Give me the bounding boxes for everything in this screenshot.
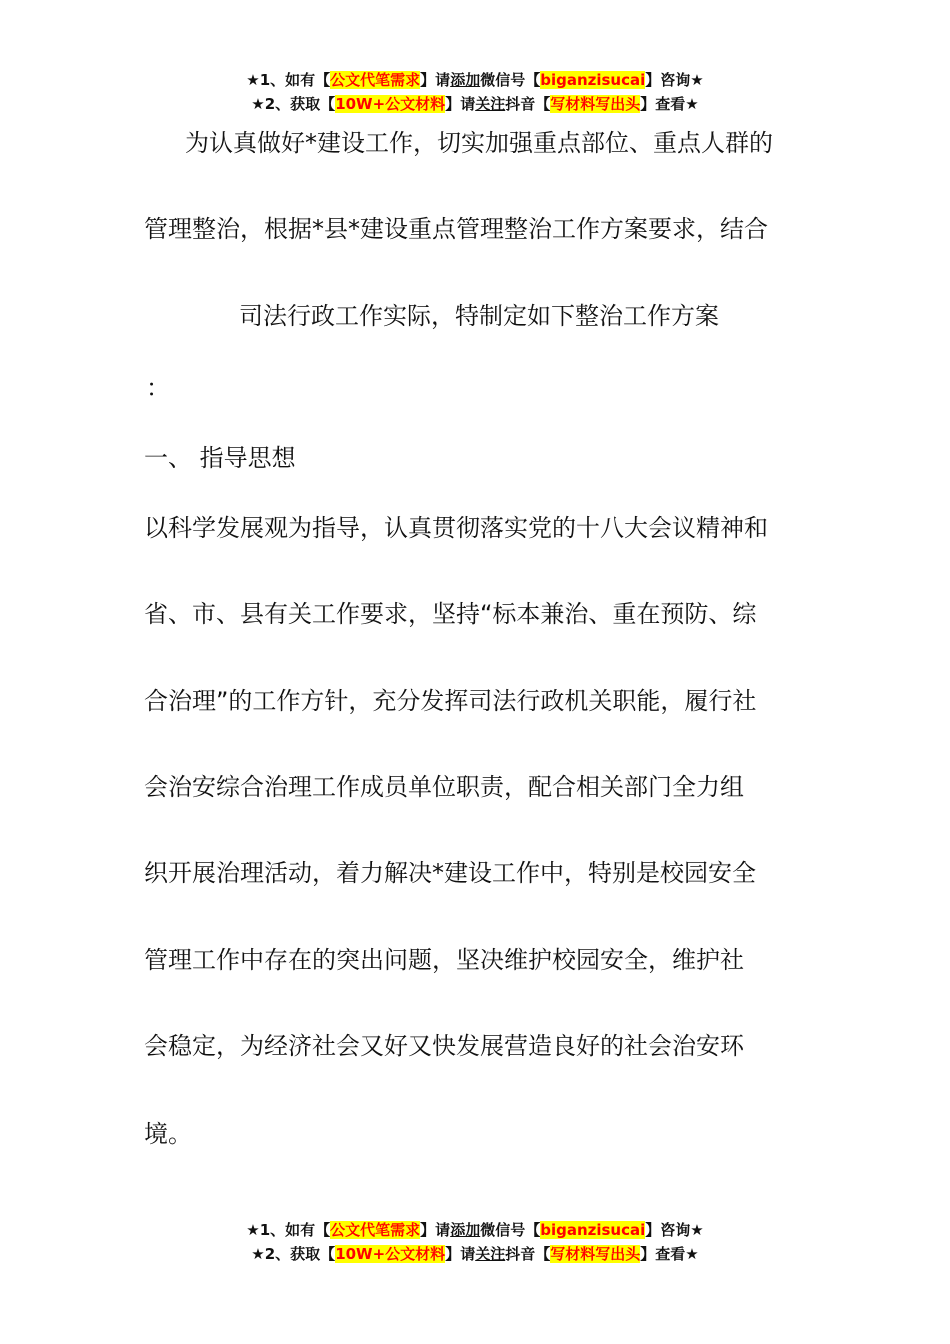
promo-line-2: ★2、获取【10W+公文材料】请关注抖音【写材料写出头】查看★ bbox=[251, 95, 699, 113]
highlight-service: 公文代笔需求 bbox=[330, 1221, 421, 1239]
section-heading: 一、 指导思想 bbox=[144, 444, 296, 472]
section-text-line-5: 织开展治理活动，着力解决*建设工作中，特别是校园安全 bbox=[144, 859, 756, 887]
highlight-wechat-id: biganzisucai bbox=[540, 1221, 646, 1239]
highlight-wechat-id: biganzisucai bbox=[540, 71, 646, 89]
section-text-line-2: 省、市、县有关工作要求，坚持“标本兼治、重在预防、综 bbox=[144, 600, 757, 628]
section-text-line-6: 管理工作中存在的突出问题，坚决维护校园安全，维护社 bbox=[144, 946, 744, 974]
promo-line-1: ★1、如有【公文代笔需求】请添加微信号【biganzisucai】咨询★ bbox=[246, 71, 704, 89]
section-text-line-3: 合治理”的工作方针，充分发挥司法行政机关职能，履行社 bbox=[144, 687, 757, 715]
intro-line-1: 为认真做好*建设工作，切实加强重点部位、重点人群的 bbox=[185, 129, 773, 157]
highlight-service: 公文代笔需求 bbox=[330, 71, 421, 89]
promo-line-2: ★2、获取【10W+公文材料】请关注抖音【写材料写出头】查看★ bbox=[251, 1245, 699, 1263]
highlight-douyin: 写材料写出头 bbox=[550, 1245, 641, 1263]
section-text-line-4: 会治安综合治理工作成员单位职责，配合相关部门全力组 bbox=[144, 773, 744, 801]
section-text-line-8: 境。 bbox=[144, 1120, 192, 1148]
highlight-materials: 10W+公文材料 bbox=[335, 95, 446, 113]
section-text-line-1: 以科学发展观为指导，认真贯彻落实党的十八大会议精神和 bbox=[144, 514, 768, 542]
intro-line-3: 司法行政工作实际，特制定如下整治工作方案 bbox=[239, 302, 719, 330]
promo-line-1: ★1、如有【公文代笔需求】请添加微信号【biganzisucai】咨询★ bbox=[246, 1221, 704, 1239]
highlight-materials: 10W+公文材料 bbox=[335, 1245, 446, 1263]
section-text-line-7: 会稳定，为经济社会又好又快发展营造良好的社会治安环 bbox=[144, 1032, 744, 1060]
promo-banner-bottom bbox=[0, 1218, 950, 1266]
promo-banner-top bbox=[0, 68, 950, 116]
intro-line-4: ： bbox=[146, 374, 170, 402]
highlight-douyin: 写材料写出头 bbox=[550, 95, 641, 113]
intro-line-2: 管理整治，根据*县*建设重点管理整治工作方案要求，结合 bbox=[144, 215, 768, 243]
